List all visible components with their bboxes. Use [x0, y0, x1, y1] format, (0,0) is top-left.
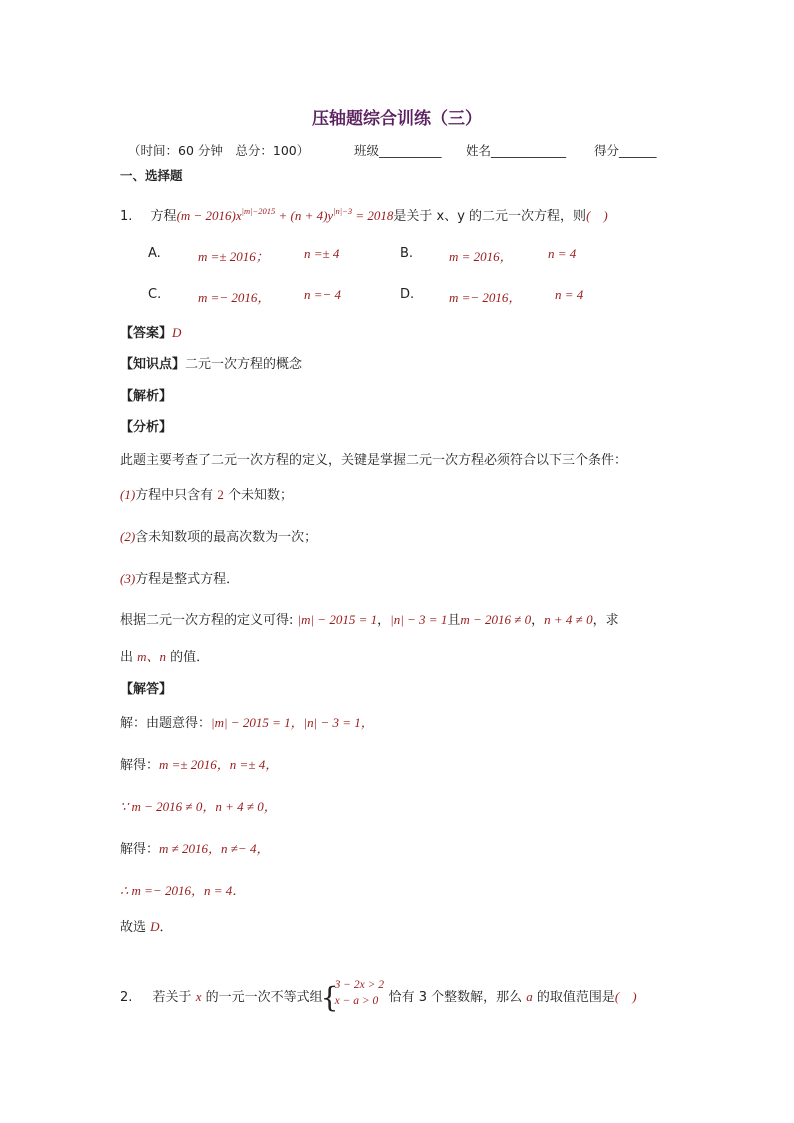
fenxi-label: 【分析】: [120, 420, 173, 435]
jiexi-label: 【解析】: [120, 389, 173, 404]
solution-4-text: 解得：: [120, 842, 160, 857]
option-c-m: m =− 2016，: [198, 290, 271, 305]
question-2-text-a: 若关于: [152, 990, 196, 1005]
condition-3-text: 方程是整式方程．: [135, 572, 240, 587]
knowledge-label: 【知识点】: [120, 357, 186, 372]
answer-row: [120, 322, 181, 341]
answer-paren: ( ): [614, 989, 637, 1004]
condition-3-num: (3): [120, 571, 136, 586]
class-blank: __________: [379, 143, 442, 158]
inequality-2: x − a > 0: [334, 994, 379, 1007]
solution-6-choice: D: [150, 919, 160, 934]
name-blank: ____________: [491, 143, 567, 158]
condition-1-text-a: 方程中只含有: [135, 488, 218, 503]
question-middle: 是关于 x、y 的二元一次方程，则: [393, 209, 587, 224]
definition-eq-1: |m| − 2015 = 1: [297, 612, 378, 627]
definition-2-a: 出: [120, 650, 138, 665]
option-a-n: n =± 4: [304, 246, 340, 261]
score-blank: ______: [619, 143, 657, 158]
option-a-m: m =± 2016；: [198, 249, 269, 264]
solution-line-3: ∵ m − 2016 ≠ 0，n + 4 ≠ 0，: [120, 799, 277, 814]
class-label: 班级: [354, 143, 380, 158]
exponent-n: |n|−3: [333, 206, 353, 216]
question-number: 2.: [120, 990, 133, 1005]
option-d-m: m =− 2016，: [449, 290, 522, 305]
class-field: [354, 141, 442, 159]
score-field: [594, 141, 657, 159]
equation-part-a: (m − 2016)x: [176, 208, 242, 223]
answer-value: D: [172, 325, 182, 340]
question-1: [120, 205, 608, 224]
solution-line-1: [120, 712, 374, 731]
condition-1-text-b: 个未知数；: [223, 488, 293, 503]
option-b-n: n = 4: [548, 246, 577, 261]
condition-2-num: (2): [120, 529, 136, 544]
solution-2-eq: m =± 2016，n =± 4，: [159, 757, 279, 772]
time-score-info: （时间：60 分钟 总分：100）: [128, 143, 310, 158]
solution-line-6: [120, 916, 173, 935]
definition-eq-2: |n| − 3 = 1: [390, 612, 448, 627]
analysis-intro: 此题主要考查了二元一次方程的定义，关键是掌握二元一次方程必须符合以下三个条件：: [120, 453, 628, 468]
option-b-m: m = 2016，: [449, 249, 513, 264]
question-prefix: 方程: [150, 209, 177, 224]
solution-6-end: ．: [159, 920, 173, 935]
solution-2-text: 解得：: [120, 758, 160, 773]
section-heading: 一、选择题: [120, 168, 183, 183]
exponent-m: |m|−2015: [241, 206, 276, 216]
page-title: 压轴题综合训练（三）: [312, 109, 482, 129]
name-field: [466, 141, 566, 159]
option-b-label: B.: [400, 246, 414, 261]
solution-1-eq: |m| − 2015 = 1，|n| − 3 = 1，: [211, 715, 374, 730]
definition-end: ，求: [592, 613, 619, 628]
brace-icon: {: [320, 980, 339, 1014]
condition-2: [120, 526, 317, 545]
question-2-var-a: a: [526, 989, 533, 1004]
condition-1: [120, 484, 293, 503]
question-number: 1.: [120, 209, 133, 224]
knowledge-value: 二元一次方程的概念: [185, 357, 303, 372]
solution-1-text: 解：由题意得：: [120, 716, 212, 731]
condition-1-num: (1): [120, 487, 136, 502]
equation-part-b: + (n + 4)y: [275, 208, 334, 223]
solution-6-text: 故选: [120, 920, 151, 935]
question-2-text-d: 的取值范围是: [532, 990, 615, 1005]
option-c-n: n =− 4: [304, 287, 342, 302]
question-2-text-b: 的一元一次不等式组: [201, 990, 323, 1005]
option-c-label: C.: [148, 287, 162, 302]
definition-2-vars: m、n: [137, 649, 167, 664]
definition-eq-4: n + 4 ≠ 0: [544, 612, 593, 627]
condition-3: [120, 568, 239, 587]
inequality-system: [320, 978, 389, 1014]
condition-1-two: 2: [217, 487, 224, 502]
solution-4-eq: m ≠ 2016，n ≠− 4，: [159, 841, 270, 856]
name-label: 姓名: [466, 143, 492, 158]
definition-line-1: [120, 609, 619, 628]
definition-and: 且: [447, 613, 461, 628]
option-d-n: n = 4: [555, 287, 584, 302]
definition-line-2: [120, 646, 209, 665]
score-label: 得分: [594, 143, 620, 158]
option-a-label: A.: [148, 246, 161, 261]
inequality-1: 3 − 2x > 2: [334, 978, 384, 991]
definition-2-b: 的值．: [166, 650, 210, 665]
definition-sep-2: ，: [531, 613, 545, 628]
definition-eq-3: m − 2016 ≠ 0: [460, 612, 532, 627]
definition-text: 根据二元一次方程的定义可得:: [120, 613, 298, 628]
solution-line-5: ∴ m =− 2016，n = 4．: [120, 883, 246, 898]
definition-sep-1: ，: [377, 613, 391, 628]
answer-label: 【答案】: [120, 326, 173, 341]
question-2: [120, 978, 637, 1014]
question-2-text-c: 恰有 3 个整数解，那么: [388, 990, 527, 1005]
answer-paren: ( ): [586, 208, 608, 223]
equation-part-c: = 2018: [352, 208, 394, 223]
knowledge-row: [120, 353, 302, 372]
solution-line-4: [120, 838, 269, 857]
question-2-var-x: x: [195, 989, 202, 1004]
condition-2-text: 含未知数项的最高次数为一次；: [135, 530, 318, 545]
jieda-label: 【解答】: [120, 682, 173, 697]
solution-line-2: [120, 754, 278, 773]
option-d-label: D.: [400, 287, 415, 302]
